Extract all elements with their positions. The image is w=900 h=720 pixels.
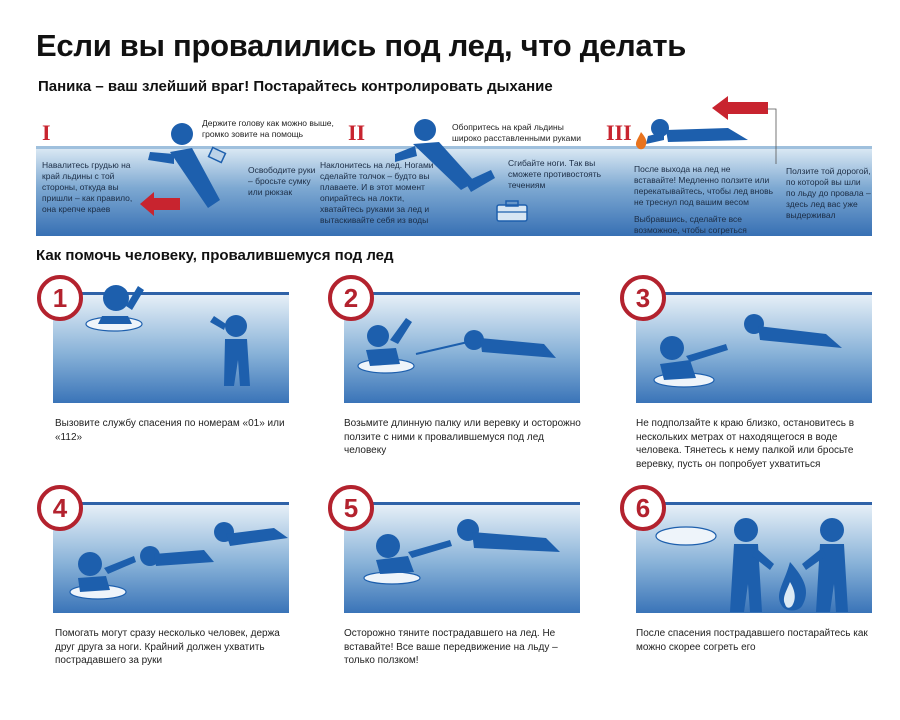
panel5-figures — [360, 512, 580, 592]
arrow-line — [766, 108, 778, 168]
step-badge-2: 2 — [328, 275, 374, 321]
caption-4: Помогать могут сразу несколько человек, держа друг друга за ноги. Крайний должен ухватить пострадавшего за руки — [55, 628, 280, 666]
caption-2: Возьмите длинную палку или веревку и осторожно ползите с ними к провалившемуся под лед человеку — [344, 418, 581, 456]
panel-edge — [636, 502, 872, 505]
step-numeral-2: II — [348, 120, 366, 145]
panel-edge — [344, 502, 580, 505]
panel-edge — [344, 292, 580, 295]
note-1c: Освободите руки – бросьте сумку или рюкзак — [248, 165, 316, 197]
return-arrow-icon — [140, 192, 184, 218]
note-3b: Выбравшись, сделайте все возможное, чтобы согреться — [634, 214, 747, 235]
page-subtitle: Паника – ваш злейший враг! Постарайтесь контролировать дыхание — [38, 78, 553, 95]
panel3-figures — [646, 308, 866, 398]
caption-3: Не подползайте к краю близко, остановитесь в нескольких метрах от находящегося в воде человека. Тянетесь к нему палкой или бросьте веревку, пусть он попробует ухватиться — [636, 418, 855, 470]
panel1-figures — [80, 276, 280, 406]
panel6-figures — [650, 512, 865, 622]
panel2-figures — [356, 310, 576, 390]
note-2a: Обопритесь на край льдины широко расставленными руками — [452, 122, 581, 143]
step-badge-5: 5 — [328, 485, 374, 531]
caption-1: Вызовите службу спасения по номерам «01» или «112» — [55, 418, 285, 443]
note-3a: После выхода на лед не вставайте! Медленно ползите или перекатывайтесь, чтобы лед вновь не треснул под вашим весом — [634, 164, 774, 207]
briefcase-icon — [495, 200, 529, 222]
fire-icon — [634, 132, 648, 150]
crawl-direction-arrow-icon — [712, 96, 772, 120]
note-1b: Навалитесь грудью на край льдины с той стороны, откуда вы пришли – как правило, она крепче краев — [42, 160, 133, 214]
step-numeral-3: III — [606, 120, 632, 145]
panel-edge — [53, 502, 289, 505]
stage3-crawling-figure — [628, 118, 778, 150]
step-badge-6: 6 — [620, 485, 666, 531]
step-badge-3: 3 — [620, 275, 666, 321]
panel-edge — [636, 292, 872, 295]
note-2b: Наклонитесь на лед. Ногами сделайте толчок – будто вы плаваете. И в этот момент опирайтесь на локти, хватайтесь руками за лед и вытаскивайте себя из воды — [320, 160, 434, 225]
step-badge-4: 4 — [37, 485, 83, 531]
note-3c: Ползите той дорогой, по которой вы шли по льду до провала – здесь лед вас уже выдерживал — [786, 166, 871, 220]
panel4-figures — [64, 512, 294, 612]
step-badge-1: 1 — [37, 275, 83, 321]
caption-6: После спасения пострадавшего постарайтесь как можно скорее согреть его — [636, 628, 868, 653]
page-title: Если вы провалились под лед, что делать — [36, 28, 687, 63]
step-numeral-1: I — [42, 120, 51, 145]
note-2c: Сгибайте ноги. Так вы сможете противостоять течениям — [508, 158, 602, 190]
note-1a: Держите голову как можно выше, громко зовите на помощь — [202, 118, 334, 139]
caption-5: Осторожно тяните пострадавшего на лед. Не вставайте! Все ваше передвижение на льду – только ползком! — [344, 628, 558, 666]
section-title: Как помочь человеку, провалившемуся под лед — [36, 247, 394, 264]
